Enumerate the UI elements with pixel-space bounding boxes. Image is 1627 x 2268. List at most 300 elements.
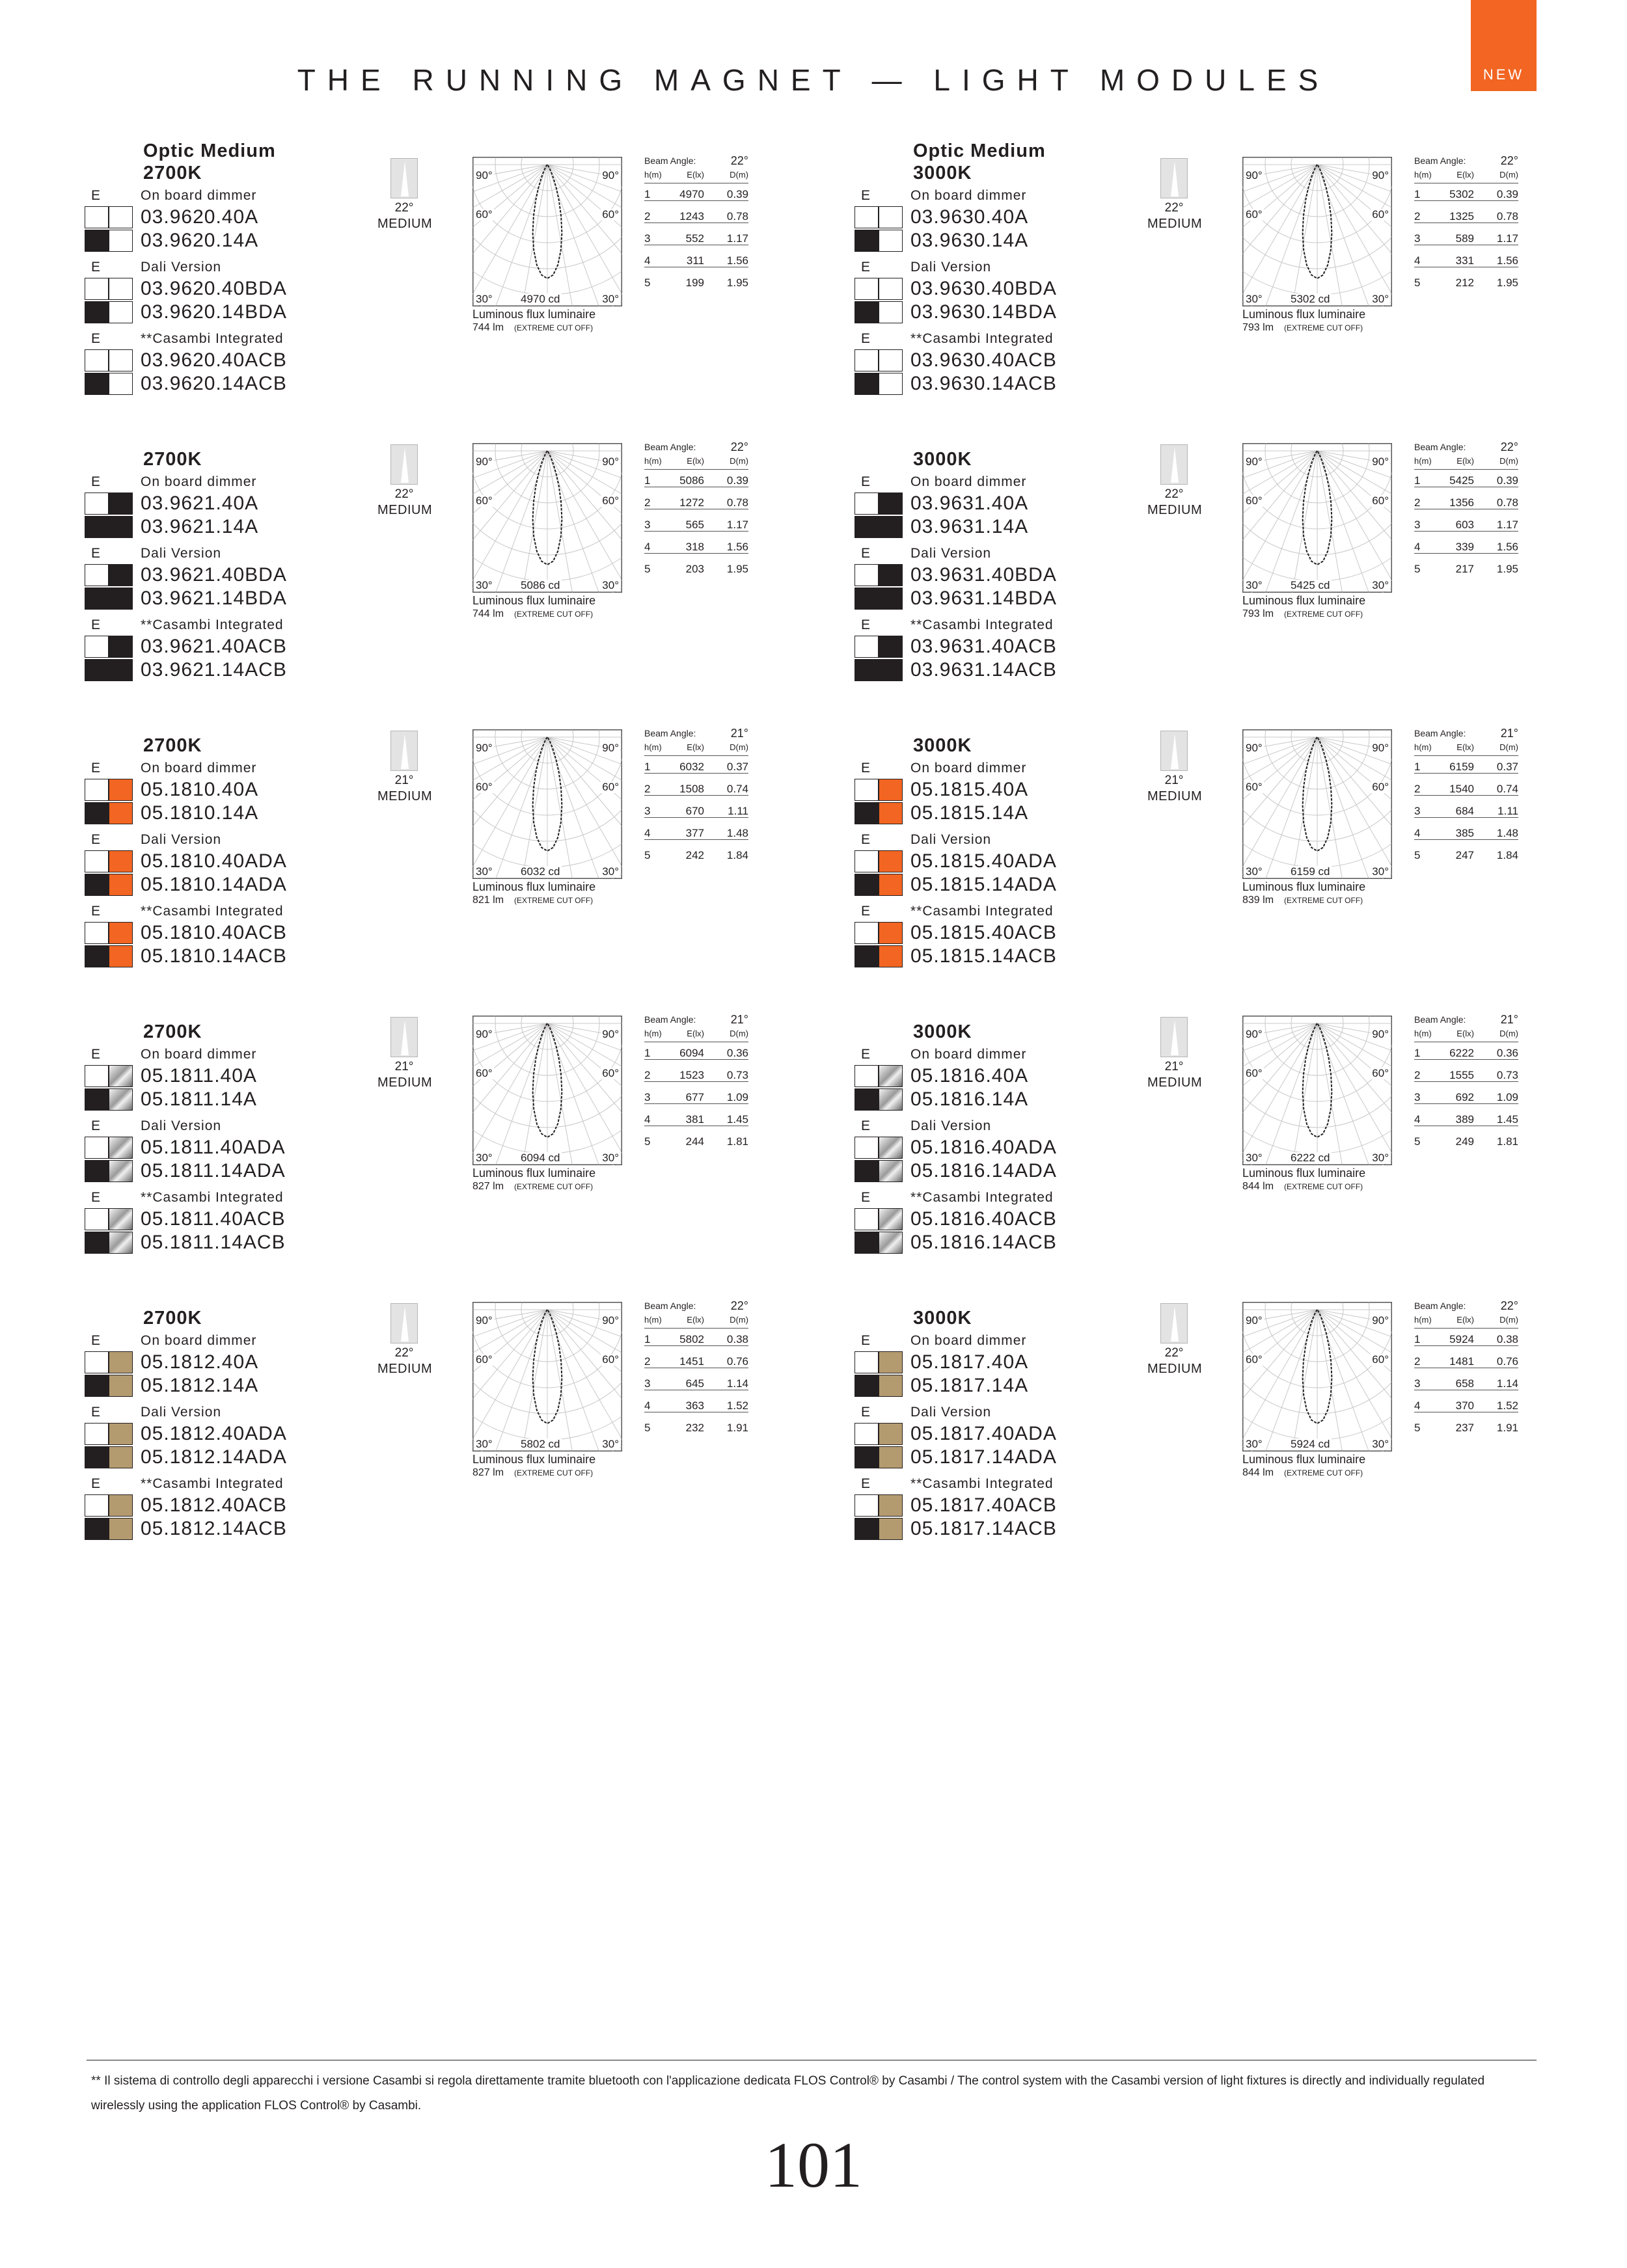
finish-swatch bbox=[85, 922, 134, 944]
finish-swatch bbox=[85, 636, 134, 658]
cell-e: 603 bbox=[1455, 519, 1474, 531]
swatch-finish bbox=[879, 850, 903, 872]
color-temperature: 2700K bbox=[143, 735, 202, 756]
group-label bbox=[85, 616, 475, 634]
swatch-finish bbox=[109, 636, 133, 658]
swatch-body bbox=[855, 587, 879, 610]
group-name: Dali Version bbox=[910, 546, 992, 561]
swatch-body bbox=[855, 1088, 879, 1111]
beam-type-label: MEDIUM bbox=[377, 789, 433, 803]
swatch-body bbox=[85, 1351, 109, 1373]
cell-e: 1356 bbox=[1449, 496, 1474, 509]
col-e: E(lx) bbox=[1456, 1315, 1474, 1325]
photometric-table bbox=[644, 1297, 748, 1439]
luminous-flux-label: Luminous flux luminaire bbox=[472, 1167, 596, 1180]
flux-lm: 839 lm bbox=[1242, 895, 1274, 906]
table-row bbox=[1414, 1417, 1518, 1439]
finish-swatch bbox=[85, 301, 134, 323]
group-label bbox=[85, 1475, 475, 1493]
swatch-body bbox=[855, 1232, 879, 1254]
cell-e: 249 bbox=[1455, 1135, 1474, 1148]
polar-label-30-left: 30° bbox=[476, 579, 493, 591]
cell-d: 0.39 bbox=[1496, 188, 1518, 200]
cell-d: 0.38 bbox=[726, 1333, 748, 1345]
product-code: 05.1811.14A bbox=[141, 1088, 257, 1110]
product-code: 05.1817.14A bbox=[910, 1375, 1029, 1396]
polar-label-30-right: 30° bbox=[1372, 1438, 1389, 1450]
polar-label-90-right: 90° bbox=[1372, 742, 1389, 754]
col-d: D(m) bbox=[1499, 742, 1518, 752]
color-temperature: 2700K bbox=[143, 163, 202, 183]
flux-lm: 827 lm bbox=[472, 1181, 504, 1192]
swatch-body bbox=[85, 206, 109, 228]
swatch-body bbox=[855, 564, 879, 586]
cell-e: 670 bbox=[685, 805, 704, 817]
ei-label: E bbox=[861, 904, 886, 919]
polar-label-90-left: 90° bbox=[476, 1314, 493, 1327]
cell-e: 677 bbox=[685, 1091, 704, 1103]
candela-value: 6094 cd bbox=[521, 1152, 560, 1164]
swatch-body bbox=[85, 874, 109, 896]
polar-label-30-right: 30° bbox=[1372, 293, 1389, 305]
product-code: 05.1816.14ACB bbox=[910, 1232, 1057, 1253]
flux-lm: 844 lm bbox=[1242, 1181, 1274, 1192]
luminous-flux-value bbox=[472, 608, 593, 620]
product-code: 05.1815.14ADA bbox=[910, 874, 1057, 895]
col-h: h(m) bbox=[644, 1029, 662, 1038]
beam-cone bbox=[1171, 448, 1179, 483]
table-row bbox=[1414, 822, 1518, 844]
polar-label-30-right: 30° bbox=[602, 579, 619, 591]
beam-angle-label: Beam Angle: bbox=[1414, 1014, 1466, 1025]
product-code: 05.1816.40ADA bbox=[910, 1137, 1057, 1158]
table-row bbox=[1414, 800, 1518, 822]
col-d: D(m) bbox=[730, 1315, 748, 1325]
product-code: 05.1815.14ACB bbox=[910, 945, 1057, 967]
group-label bbox=[855, 1189, 1245, 1207]
swatch-body bbox=[85, 1518, 109, 1540]
beam-angle-value: 22° bbox=[730, 440, 748, 453]
swatch-body bbox=[85, 945, 109, 967]
swatch-finish bbox=[109, 1351, 133, 1373]
table-header bbox=[1414, 742, 1518, 756]
cell-d: 1.09 bbox=[726, 1091, 748, 1103]
cell-h: 5 bbox=[644, 563, 651, 575]
cell-d: 0.39 bbox=[726, 188, 748, 200]
swatch-body bbox=[85, 493, 109, 515]
table-row bbox=[644, 844, 748, 867]
product-title bbox=[143, 140, 276, 184]
group-name: Dali Version bbox=[910, 832, 992, 847]
table-header bbox=[644, 1029, 748, 1042]
flux-lm: 821 lm bbox=[472, 895, 504, 906]
photometric-table bbox=[644, 1010, 748, 1153]
cell-e: 5086 bbox=[679, 474, 704, 487]
beam-angle-value: 22° bbox=[1500, 1299, 1518, 1312]
swatch-body bbox=[85, 1137, 109, 1159]
group-name: Dali Version bbox=[141, 546, 222, 561]
beam-cone-icon bbox=[390, 1017, 418, 1057]
swatch-finish bbox=[109, 1446, 133, 1468]
cell-e: 1508 bbox=[679, 783, 704, 795]
polar-label-90-left: 90° bbox=[1246, 1314, 1263, 1327]
beam-angle-value: 21° bbox=[1500, 727, 1518, 740]
cell-e: 4970 bbox=[679, 188, 704, 200]
polar-label-90-left: 90° bbox=[1246, 455, 1263, 468]
finish-swatch bbox=[855, 659, 904, 681]
swatch-body bbox=[855, 516, 879, 538]
finish-swatch bbox=[85, 587, 134, 610]
polar-radial bbox=[1317, 165, 1362, 306]
cell-e: 331 bbox=[1455, 254, 1474, 267]
cell-e: 692 bbox=[1455, 1091, 1474, 1103]
polar-label-90-left: 90° bbox=[476, 742, 493, 754]
beam-angle-header bbox=[1414, 152, 1518, 170]
product-code: 03.9631.40A bbox=[910, 493, 1029, 514]
product-block bbox=[85, 712, 846, 986]
swatch-body bbox=[85, 1065, 109, 1087]
swatch-body bbox=[855, 1065, 879, 1087]
table-row bbox=[1414, 228, 1518, 250]
finish-swatch bbox=[85, 1232, 134, 1254]
cell-e: 1325 bbox=[1449, 210, 1474, 223]
product-code: 03.9630.40ACB bbox=[910, 349, 1057, 371]
beam-type-label: MEDIUM bbox=[377, 1075, 433, 1090]
swatch-body bbox=[855, 373, 879, 395]
finish-swatch bbox=[855, 1375, 904, 1397]
polar-label-60-right: 60° bbox=[1372, 494, 1389, 507]
finish-swatch bbox=[855, 564, 904, 586]
cell-e: 203 bbox=[685, 563, 704, 575]
luminous-flux-value bbox=[1242, 608, 1363, 620]
candela-value: 5802 cd bbox=[521, 1438, 560, 1450]
cell-h: 2 bbox=[644, 210, 651, 223]
polar-label-90-right: 90° bbox=[1372, 455, 1389, 468]
swatch-body bbox=[855, 945, 879, 967]
col-e: E(lx) bbox=[687, 170, 704, 180]
cell-e: 1555 bbox=[1449, 1069, 1474, 1081]
cell-d: 0.37 bbox=[1496, 761, 1518, 773]
product-code: 05.1817.40ADA bbox=[910, 1423, 1057, 1444]
col-d: D(m) bbox=[1499, 456, 1518, 466]
polar-label-90-left: 90° bbox=[476, 169, 493, 182]
polar-label-60-left: 60° bbox=[476, 1353, 493, 1366]
swatch-finish bbox=[879, 659, 903, 681]
product-title bbox=[913, 140, 1046, 184]
swatch-finish bbox=[879, 1065, 903, 1087]
col-d: D(m) bbox=[730, 170, 748, 180]
swatch-finish bbox=[879, 1088, 903, 1111]
ei-label: E bbox=[91, 1047, 116, 1062]
cell-d: 1.81 bbox=[726, 1135, 748, 1148]
swatch-body bbox=[855, 874, 879, 896]
polar-radial bbox=[547, 737, 592, 879]
product-code: 03.9631.40ACB bbox=[910, 636, 1057, 657]
product-code: 03.9620.14ACB bbox=[141, 373, 287, 394]
product-block bbox=[855, 712, 1616, 986]
polar-radial bbox=[547, 165, 592, 306]
ei-label: E bbox=[861, 1190, 886, 1205]
col-e: E(lx) bbox=[687, 1029, 704, 1038]
photometric-polar bbox=[1242, 157, 1392, 306]
product-block bbox=[855, 426, 1616, 699]
cell-h: 1 bbox=[644, 474, 651, 487]
finish-swatch bbox=[855, 1494, 904, 1517]
finish-swatch bbox=[85, 874, 134, 896]
product-code: 05.1816.40A bbox=[910, 1065, 1029, 1087]
group-label bbox=[85, 258, 475, 277]
cell-d: 0.76 bbox=[726, 1355, 748, 1368]
ei-label: E bbox=[861, 1333, 886, 1348]
candela-value: 6222 cd bbox=[1291, 1152, 1330, 1164]
finish-swatch bbox=[855, 1160, 904, 1182]
product-code: 05.1810.40ADA bbox=[141, 850, 287, 872]
cell-d: 0.76 bbox=[1496, 1355, 1518, 1368]
beam-angle-icon-label: 22° bbox=[1164, 487, 1184, 501]
group-name: On board dimmer bbox=[141, 474, 257, 489]
luminous-flux-label: Luminous flux luminaire bbox=[1242, 1453, 1366, 1466]
swatch-body bbox=[85, 230, 109, 252]
swatch-finish bbox=[109, 1160, 133, 1182]
page-title: THE RUNNING MAGNET — LIGHT MODULES bbox=[297, 63, 1330, 97]
table-row bbox=[644, 536, 748, 558]
photometric-polar bbox=[1242, 1016, 1392, 1165]
cell-d: 1.14 bbox=[1496, 1377, 1518, 1390]
extreme-cut-off: (EXTREME CUT OFF) bbox=[514, 323, 594, 332]
beam-angle-header bbox=[644, 438, 748, 456]
col-d: D(m) bbox=[730, 456, 748, 466]
swatch-body bbox=[855, 1351, 879, 1373]
swatch-body bbox=[855, 206, 879, 228]
beam-angle-header bbox=[644, 724, 748, 742]
ei-label: E bbox=[91, 761, 116, 776]
product-code: 05.1817.40A bbox=[910, 1351, 1029, 1373]
swatch-body bbox=[85, 1494, 109, 1517]
beam-angle-label: Beam Angle: bbox=[1414, 728, 1466, 738]
product-code: 05.1815.40ACB bbox=[910, 922, 1057, 943]
polar-label-60-right: 60° bbox=[602, 208, 619, 221]
table-row bbox=[1414, 558, 1518, 580]
group-name: **Casambi Integrated bbox=[141, 1476, 284, 1491]
polar-diagram bbox=[472, 1302, 622, 1451]
photometric-polar bbox=[1242, 729, 1392, 879]
polar-label-60-left: 60° bbox=[1246, 208, 1263, 221]
beam-angle-value: 22° bbox=[730, 1299, 748, 1312]
polar-label-30-left: 30° bbox=[1246, 1438, 1263, 1450]
product-title bbox=[143, 448, 202, 470]
swatch-body bbox=[85, 779, 109, 801]
flux-lm: 793 lm bbox=[1242, 608, 1274, 619]
luminous-flux-value bbox=[472, 1181, 593, 1193]
cell-h: 2 bbox=[1414, 1355, 1421, 1368]
group-name: Dali Version bbox=[910, 1405, 992, 1420]
finish-swatch bbox=[85, 802, 134, 824]
photometric-table bbox=[1414, 724, 1518, 867]
col-h: h(m) bbox=[1414, 170, 1432, 180]
cell-d: 1.56 bbox=[726, 254, 748, 267]
luminous-flux-label: Luminous flux luminaire bbox=[1242, 880, 1366, 893]
cell-d: 1.17 bbox=[1496, 232, 1518, 245]
finish-swatch bbox=[85, 1518, 134, 1540]
product-title bbox=[913, 1021, 972, 1043]
table-row bbox=[1414, 492, 1518, 514]
cell-d: 1.95 bbox=[726, 563, 748, 575]
col-e: E(lx) bbox=[1456, 742, 1474, 752]
page-number: 101 bbox=[765, 2129, 862, 2201]
table-header bbox=[1414, 1029, 1518, 1042]
cell-h: 1 bbox=[1414, 1047, 1421, 1059]
table-row bbox=[1414, 1329, 1518, 1351]
product-code: 03.9621.14A bbox=[141, 516, 259, 537]
beam-angle-header bbox=[644, 152, 748, 170]
beam-angle-icon-label: 21° bbox=[394, 774, 414, 787]
beam-cone bbox=[1171, 1306, 1179, 1342]
cell-h: 5 bbox=[1414, 849, 1421, 861]
cell-d: 0.74 bbox=[1496, 783, 1518, 795]
polar-radial bbox=[547, 451, 592, 593]
photometric-polar bbox=[472, 729, 622, 879]
cell-h: 2 bbox=[1414, 1069, 1421, 1081]
table-row bbox=[1414, 250, 1518, 272]
polar-diagram bbox=[472, 1016, 622, 1165]
swatch-finish bbox=[109, 564, 133, 586]
finish-swatch bbox=[85, 850, 134, 872]
group-name: On board dimmer bbox=[141, 1333, 257, 1348]
luminous-flux-label: Luminous flux luminaire bbox=[472, 880, 596, 893]
swatch-finish bbox=[109, 301, 133, 323]
table-header bbox=[644, 1315, 748, 1329]
cell-h: 4 bbox=[1414, 1399, 1421, 1412]
swatch-finish bbox=[879, 779, 903, 801]
ei-label: E bbox=[861, 1047, 886, 1062]
product-title bbox=[143, 1307, 202, 1329]
cell-h: 1 bbox=[644, 761, 651, 773]
group-label bbox=[85, 1403, 475, 1422]
beam-angle-value: 22° bbox=[730, 154, 748, 167]
cell-h: 4 bbox=[644, 254, 651, 267]
swatch-body bbox=[855, 1494, 879, 1517]
polar-label-90-left: 90° bbox=[476, 455, 493, 468]
swatch-finish bbox=[879, 493, 903, 515]
product-code: 05.1811.40ACB bbox=[141, 1208, 286, 1230]
product-code: 05.1810.14ADA bbox=[141, 874, 287, 895]
group-name: **Casambi Integrated bbox=[910, 1476, 1054, 1491]
col-d: D(m) bbox=[1499, 1029, 1518, 1038]
beam-angle-header bbox=[1414, 438, 1518, 456]
cell-e: 237 bbox=[1455, 1422, 1474, 1434]
cell-h: 4 bbox=[644, 1113, 651, 1126]
polar-label-30-right: 30° bbox=[1372, 865, 1389, 878]
cell-h: 2 bbox=[1414, 496, 1421, 509]
cell-h: 3 bbox=[1414, 805, 1421, 817]
beam-cone bbox=[401, 161, 409, 196]
product-code: 05.1815.14A bbox=[910, 802, 1029, 824]
col-h: h(m) bbox=[644, 456, 662, 466]
polar-diagram bbox=[1242, 443, 1392, 593]
product-block bbox=[85, 140, 846, 413]
flux-lm: 844 lm bbox=[1242, 1467, 1274, 1478]
table-row bbox=[644, 1042, 748, 1064]
table-row bbox=[644, 250, 748, 272]
product-title bbox=[143, 1021, 202, 1043]
beam-angle-label: Beam Angle: bbox=[1414, 1301, 1466, 1311]
table-row bbox=[1414, 1109, 1518, 1131]
col-h: h(m) bbox=[1414, 1315, 1432, 1325]
cell-h: 5 bbox=[1414, 563, 1421, 575]
product-code: 03.9630.14BDA bbox=[910, 301, 1057, 323]
swatch-finish bbox=[109, 779, 133, 801]
cell-e: 5302 bbox=[1449, 188, 1474, 200]
swatch-finish bbox=[109, 1137, 133, 1159]
cell-d: 1.95 bbox=[726, 277, 748, 289]
polar-label-90-left: 90° bbox=[476, 1028, 493, 1040]
swatch-finish bbox=[879, 1351, 903, 1373]
polar-label-30-right: 30° bbox=[602, 865, 619, 878]
ei-label: E bbox=[91, 474, 116, 489]
product-code: 05.1816.14A bbox=[910, 1088, 1029, 1110]
finish-swatch bbox=[85, 493, 134, 515]
group-label bbox=[855, 330, 1245, 348]
ei-label: E bbox=[861, 188, 886, 203]
cell-h: 1 bbox=[1414, 761, 1421, 773]
swatch-finish bbox=[879, 516, 903, 538]
product-code: 05.1816.14ADA bbox=[910, 1160, 1057, 1181]
polar-label-90-right: 90° bbox=[602, 455, 619, 468]
product-code: 03.9621.14BDA bbox=[141, 587, 287, 609]
beam-angle-icon-label: 21° bbox=[1164, 1060, 1184, 1073]
swatch-body bbox=[855, 1137, 879, 1159]
swatch-finish bbox=[879, 1518, 903, 1540]
optic-label: Optic Medium bbox=[143, 141, 276, 161]
optic-label: Optic Medium bbox=[913, 141, 1046, 161]
finish-swatch bbox=[855, 1423, 904, 1445]
product-code: 03.9620.40BDA bbox=[141, 278, 287, 299]
photometric-table bbox=[644, 438, 748, 580]
col-d: D(m) bbox=[730, 742, 748, 752]
table-row bbox=[1414, 1087, 1518, 1109]
swatch-body bbox=[855, 349, 879, 371]
polar-radial bbox=[1317, 737, 1362, 879]
cell-d: 1.91 bbox=[726, 1422, 748, 1434]
product-code: 03.9620.40ACB bbox=[141, 349, 287, 371]
table-row bbox=[644, 1351, 748, 1373]
cell-e: 1540 bbox=[1449, 783, 1474, 795]
finish-swatch bbox=[85, 1494, 134, 1517]
cell-h: 2 bbox=[644, 783, 651, 795]
swatch-body bbox=[855, 779, 879, 801]
table-row bbox=[1414, 1131, 1518, 1153]
luminous-flux-value bbox=[1242, 1181, 1363, 1193]
swatch-body bbox=[85, 850, 109, 872]
luminous-flux-label: Luminous flux luminaire bbox=[472, 1453, 596, 1466]
finish-swatch bbox=[855, 1065, 904, 1087]
group-name: Dali Version bbox=[141, 1405, 222, 1420]
col-h: h(m) bbox=[644, 742, 662, 752]
extreme-cut-off: (EXTREME CUT OFF) bbox=[514, 896, 594, 905]
beam-type-label: MEDIUM bbox=[1147, 789, 1203, 803]
group-label bbox=[855, 545, 1245, 563]
luminous-flux-label: Luminous flux luminaire bbox=[472, 594, 596, 607]
product-title bbox=[913, 448, 972, 470]
ei-label: E bbox=[91, 331, 116, 346]
cell-h: 4 bbox=[644, 827, 651, 839]
swatch-body bbox=[85, 564, 109, 586]
finish-swatch bbox=[85, 373, 134, 395]
cell-e: 377 bbox=[685, 827, 704, 839]
finish-swatch bbox=[85, 1160, 134, 1182]
group-name: **Casambi Integrated bbox=[910, 617, 1054, 632]
beam-angle-header bbox=[1414, 1297, 1518, 1315]
